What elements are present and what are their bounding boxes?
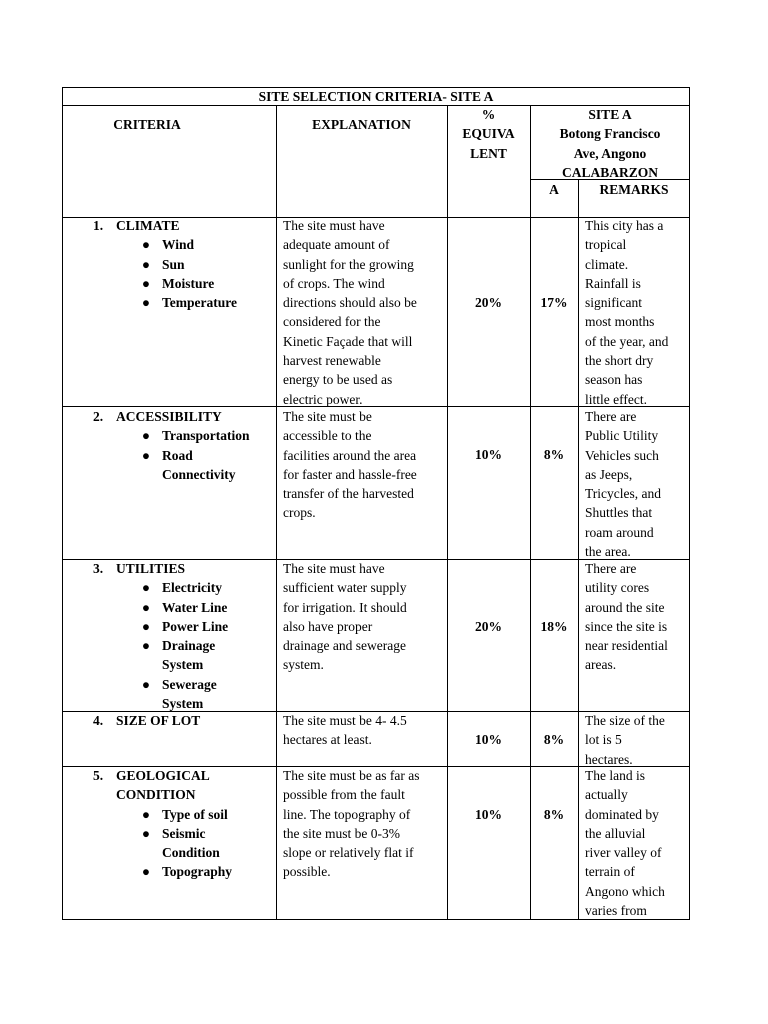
explanation-cell: The site must have sufficient water supply for irrigation. It should also have proper drainage and sewerage system. <box>283 561 407 673</box>
score-cell: 8% <box>543 447 565 462</box>
explanation-cell: The site must be accessible to the facilities around the area for faster and hassle-free transfer of the harvested crops. <box>283 409 417 521</box>
criteria-item-continuation: System <box>162 696 204 712</box>
criteria-item: ● Transportation <box>162 426 276 445</box>
explanation-cell: The site must be 4- 4.5 hectares at least. <box>283 713 407 748</box>
remarks-cell: This city has a tropical climate. Rainfall is significant most months of the year, and the short dry season has little effect. <box>585 218 669 407</box>
explanation-cell: The site must be as far as possible from the fault line. The topography of the site must be 0-3% slope or relatively flat if possible. <box>283 768 420 880</box>
criteria-item: ● Topography <box>162 862 276 881</box>
header-site <box>530 105 690 182</box>
criteria-number: 4. <box>93 713 104 728</box>
header-site-line: CALABARZON <box>561 164 658 180</box>
criteria-title: GEOLOGICAL <box>116 768 210 783</box>
bullet-icon: ● <box>141 237 151 253</box>
bullet-icon: ● <box>141 618 151 634</box>
header-percent-line: LENT <box>470 145 507 161</box>
criteria-cell <box>93 766 276 882</box>
header-explanation: EXPLANATION <box>312 117 411 132</box>
bullet-icon: ● <box>141 256 151 272</box>
remarks-cell: There are utility cores around the site since the site is near residential areas. <box>585 561 668 673</box>
criteria-item: ● Sewerage <box>162 675 276 694</box>
criteria-item: ● Water Line <box>162 598 276 617</box>
site-selection-table <box>62 87 690 920</box>
criteria-item-continuation: System <box>162 657 204 673</box>
percent-cell: 10% <box>475 447 502 462</box>
bullet-icon: ● <box>141 864 151 880</box>
bullet-icon: ● <box>141 580 151 596</box>
bullet-icon: ● <box>141 806 151 822</box>
criteria-cell <box>93 216 276 312</box>
criteria-item: ● Electricity <box>162 578 276 597</box>
score-cell: 8% <box>543 732 565 747</box>
header-site-a: A <box>549 182 559 197</box>
remarks-cell: The land is actually dominated by the alluvial river valley of terrain of Angono which varies from <box>585 768 665 919</box>
bullet-icon: ● <box>141 825 151 841</box>
criteria-item: ● Drainage <box>162 636 276 655</box>
header-site-line: SITE A <box>588 107 632 122</box>
criteria-item-continuation: Condition <box>162 845 220 861</box>
bullet-icon: ● <box>141 275 151 291</box>
score-cell: 8% <box>543 807 565 822</box>
criteria-cell <box>93 559 276 713</box>
percent-cell: 20% <box>475 295 502 310</box>
criteria-item-continuation: Connectivity <box>162 466 236 482</box>
criteria-title: CLIMATE <box>116 218 180 233</box>
criteria-title: UTILITIES <box>116 561 186 576</box>
rule-left <box>62 87 63 920</box>
criteria-number: 1. <box>93 218 104 233</box>
score-cell: 18% <box>540 619 568 634</box>
remarks-cell: The size of the lot is 5 hectares. <box>585 713 665 767</box>
bullet-icon: ● <box>141 428 151 444</box>
percent-cell: 10% <box>475 807 502 822</box>
header-remarks: REMARKS <box>599 182 669 197</box>
bullet-icon: ● <box>141 295 151 311</box>
criteria-item: ● Type of soil <box>162 805 276 824</box>
percent-cell: 10% <box>475 732 502 747</box>
header-criteria: CRITERIA <box>113 117 181 132</box>
bullet-icon: ● <box>141 599 151 615</box>
header-percent-line: EQUIVA <box>462 126 515 142</box>
criteria-cell <box>93 407 276 484</box>
bullet-icon: ● <box>141 447 151 463</box>
bullet-icon: ● <box>141 638 151 654</box>
bullet-icon: ● <box>141 676 151 692</box>
rule-col-remarks <box>578 179 579 920</box>
remarks-cell: There are Public Utility Vehicles such as Jeeps, Tricycles, and Shuttles that roam around the area. <box>585 409 661 560</box>
criteria-title-continuation: CONDITION <box>116 787 196 803</box>
criteria-item: ● Seismic <box>162 824 276 843</box>
rule-col-explanation <box>276 105 277 920</box>
header-site-line: Ave, Angono <box>573 145 647 161</box>
criteria-item: ● Temperature <box>162 293 276 312</box>
criteria-number: 5. <box>93 768 104 783</box>
score-cell: 17% <box>540 295 568 310</box>
criteria-item: ● Wind <box>162 235 276 254</box>
rule-col-site <box>530 105 531 920</box>
criteria-cell <box>93 711 276 730</box>
criteria-title: ACCESSIBILITY <box>116 409 222 424</box>
header-percent <box>447 105 530 163</box>
criteria-title: SIZE OF LOT <box>116 713 201 728</box>
explanation-cell: The site must have adequate amount of sunlight for the growing of crops. The wind directions should also be considered for the Kinetic Façade that will harvest renewable energy to be used as electric power. <box>283 218 417 407</box>
rule-col-percent <box>447 105 448 920</box>
header-site-line: Botong Francisco <box>559 126 661 142</box>
criteria-item: ● Power Line <box>162 617 276 636</box>
criteria-number: 3. <box>93 561 104 576</box>
criteria-number: 2. <box>93 409 104 424</box>
criteria-item: ● Sun <box>162 255 276 274</box>
header-percent-line: % <box>481 107 496 122</box>
criteria-item: ● Moisture <box>162 274 276 293</box>
percent-cell: 20% <box>475 619 502 634</box>
table-title: SITE SELECTION CRITERIA- SITE A <box>258 89 494 104</box>
criteria-item: ● Road <box>162 446 276 465</box>
